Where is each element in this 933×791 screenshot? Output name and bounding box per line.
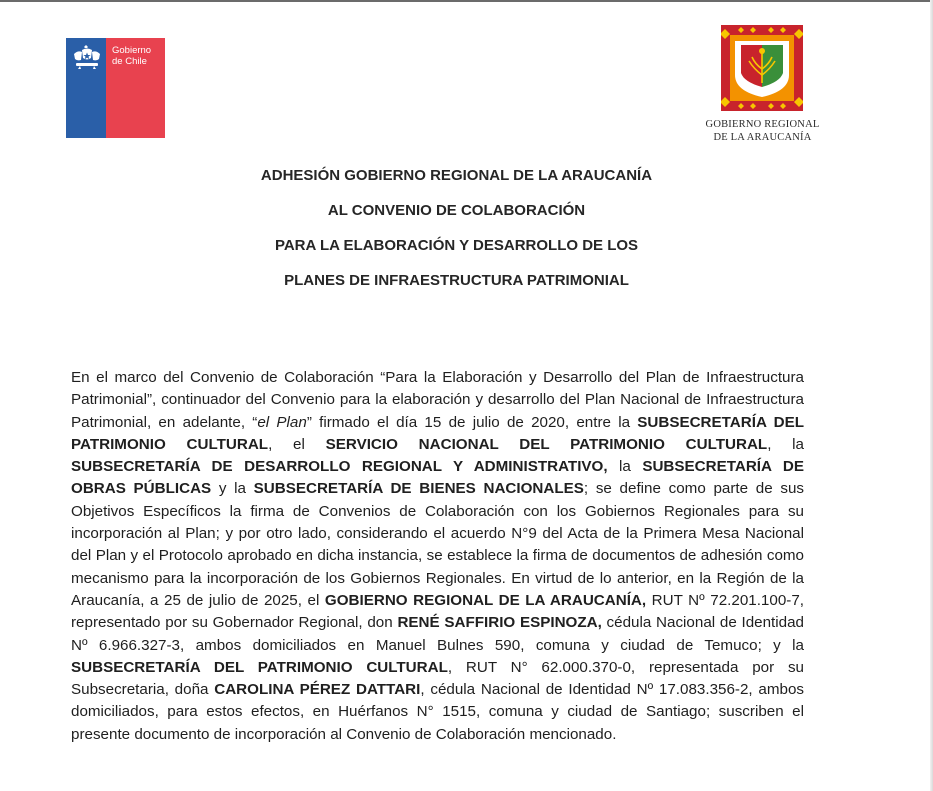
logo-text-line1: Gobierno — [112, 45, 152, 56]
regional-caption-line1: GOBIERNO REGIONAL — [705, 119, 820, 130]
body-paragraph — [71, 367, 804, 746]
body-segment: , el — [268, 435, 326, 453]
body-segment: ” firmado el día 15 de julio de 2020, entre la — [306, 413, 638, 431]
body-segment-bold: SUBSECRETARÍA DE BIENES NACIONALES — [253, 480, 584, 498]
regional-caption-line2: DE LA ARAUCANÍA — [713, 132, 812, 143]
title-line-2: AL CONVENIO DE COLABORACIÓN — [327, 202, 586, 219]
gobierno-de-chile-logo — [66, 38, 165, 138]
body-segment-bold: CAROLINA PÉREZ DATTARI — [214, 681, 421, 699]
body-segment: En el marco del Convenio de Colaboración “Para la Elaboración y Desarrollo del Plan de Infraestructura Patrimonial”, continuador del Convenio para la elaboración y desarrollo del Plan Nacional de Infraestructura Patrimonial, en adelante, “ — [71, 369, 804, 431]
chile-coat-of-arms-icon — [72, 44, 102, 70]
title-line-3: PARA LA ELABORACIÓN Y DESARROLLO DE LOS — [274, 237, 639, 254]
body-segment-bold: SERVICIO NACIONAL DEL PATRIMONIO CULTURAL — [325, 435, 768, 453]
body-segment-bold: SUBSECRETARÍA DEL PATRIMONIO CULTURAL — [71, 413, 804, 453]
title-line-4: PLANES DE INFRAESTRUCTURA PATRIMONIAL — [284, 272, 629, 289]
body-segment: y la — [211, 480, 254, 498]
body-segment: la — [607, 458, 643, 476]
body-segment: , la — [767, 435, 804, 453]
body-segment: cédula Nacional de Identidad Nº 6.966.327-3, ambos domiciliados en Manuel Bulnes 590, comuna y ciudad de Temuco; y la — [71, 614, 804, 654]
logo-text-line2: de Chile — [112, 56, 147, 67]
logo-text — [112, 45, 151, 67]
body-segment-bold: GOBIERNO REGIONAL DE LA ARAUCANÍA, — [324, 591, 647, 609]
body-segment: RUT Nº 72.201.100-7, representado por su Gobernador Regional, don — [71, 591, 804, 632]
body-segment-bold: SUBSECRETARÍA DE OBRAS PÚBLICAS — [71, 458, 804, 498]
top-border — [0, 0, 933, 2]
regional-logo-caption — [690, 118, 835, 144]
body-segment-bold: SUBSECRETARÍA DEL PATRIMONIO CULTURAL — [71, 658, 448, 676]
gobierno-regional-araucania-logo — [721, 25, 803, 111]
body-segment: , cédula Nacional de Identidad Nº 17.083.356-2, ambos domiciliados, para estos efectos, en Huérfanos N° 1515, comuna y ciudad de Santiago; suscriben el presente documento de incorporación al Convenio de Colaboración mencionado. — [71, 681, 804, 743]
body-segment-bold: RENÉ SAFFIRIO ESPINOZA, — [397, 614, 602, 632]
body-segment: , RUT N° 62.000.370-0, representada por su Subsecretaria, doña — [71, 658, 804, 699]
body-segment-italic: el Plan — [257, 413, 307, 431]
title-line-1: ADHESIÓN GOBIERNO REGIONAL DE LA ARAUCANÍA — [260, 167, 653, 184]
body-segment-bold: SUBSECRETARÍA DE DESARROLLO REGIONAL Y ADMINISTRATIVO, — [71, 458, 608, 476]
document-title — [150, 158, 763, 298]
body-segment: ; se define como parte de sus Objetivos Específicos la firma de Convenios de Colaboración con los Gobiernos Regionales para su incorporación al Plan; y por otro lado, considerando el acuerdo N°9 del Acta de la Primera Mesa Nacional del Plan y el Protocolo aprobado en dicha instancia, se establece la firma de documentos de adhesión como mecanismo para la incorporación de los Gobiernos Regionales. En virtud de lo anterior, en la Región de la Araucanía, a 25 de julio de 2025, el — [71, 480, 804, 609]
